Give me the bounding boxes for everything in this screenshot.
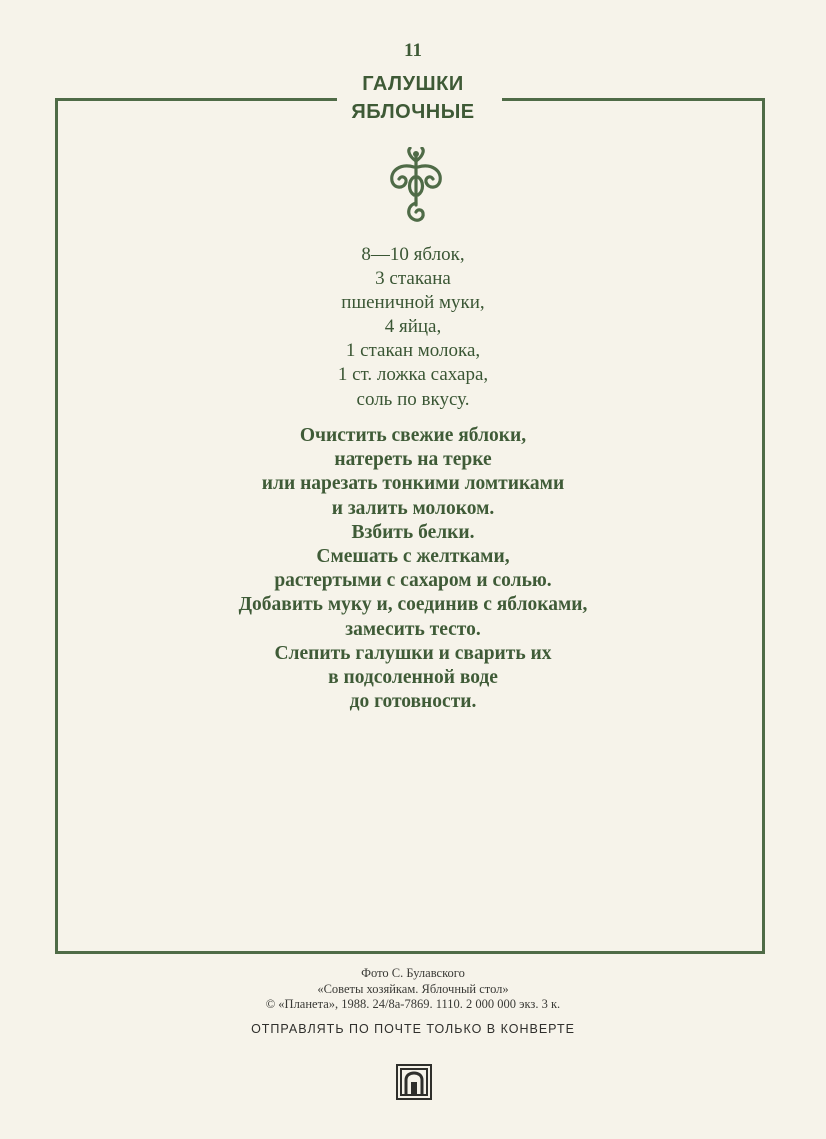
ingredient-line: 8—10 яблок, [361, 244, 465, 265]
mail-note: ОТПРАВЛЯТЬ ПО ПОЧТЕ ТОЛЬКО В КОНВЕРТЕ [251, 1022, 575, 1036]
instruction-line: натереть на терке [334, 449, 492, 471]
instruction-line: в подсоленной воде [328, 667, 498, 689]
instructions-text [0, 424, 826, 714]
series-title: «Советы хозяйкам. Яблочный стол» [317, 981, 509, 996]
ingredient-line: соль по вкусу. [356, 388, 470, 410]
instruction-line: замесить тесто. [345, 618, 481, 640]
instruction-line: Слепить галушки и сварить их [274, 642, 552, 664]
instruction-line: до готовности. [349, 691, 477, 713]
instruction-line: Взбить белки. [351, 521, 475, 543]
recipe-title-line-1: ГАЛУШКИ [362, 73, 464, 95]
ingredient-line: 1 стакан молока, [345, 340, 481, 362]
ingredient-line: 3 стакана [375, 268, 451, 290]
publisher-logo-icon [396, 1064, 432, 1100]
photo-credit: Фото С. Булавского [361, 966, 465, 980]
ingredients-list [0, 243, 826, 412]
instruction-line: или нарезать тонкими ломтиками [261, 473, 565, 495]
instruction-line: Добавить муку и, соединив с яблоками, [238, 594, 588, 616]
credits [0, 966, 826, 1013]
recipe-title-line-2: ЯБЛОЧНЫЕ [351, 101, 475, 123]
ornament-icon [386, 147, 446, 225]
copyright-icon: © [265, 997, 276, 1011]
ingredient-line: 1 ст. ложка сахара, [337, 364, 489, 386]
instruction-line: Очистить свежие яблоки, [299, 425, 527, 446]
instruction-line: и залить молоком. [331, 497, 495, 519]
card-number: 11 [404, 40, 422, 61]
publisher-info: «Планета», 1988. 24/8а-7869. 1110. 2 000 000 экз. 3 к. [278, 997, 561, 1011]
instruction-line: растертыми с сахаром и солью. [274, 570, 552, 592]
instruction-line: Смешать с желтками, [316, 546, 510, 568]
ingredient-line: пшеничной муки, [341, 292, 485, 314]
ingredient-line: 4 яйца, [384, 316, 442, 338]
publisher-line [0, 997, 826, 1013]
